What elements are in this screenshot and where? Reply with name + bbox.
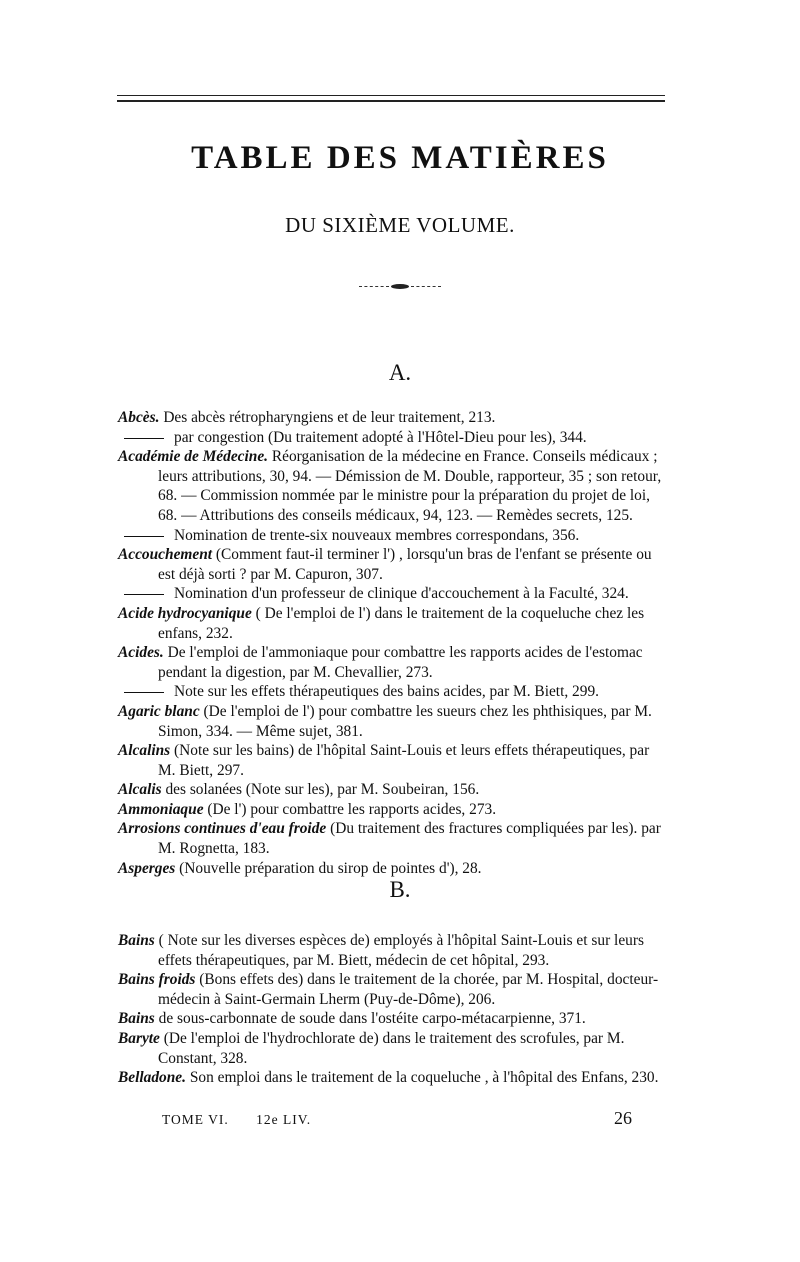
entry-text: (Nouvelle préparation du sirop de pointes d'), 28. (175, 859, 482, 877)
ditto-dash (124, 692, 164, 693)
entry-keyword: Alcalis (118, 781, 162, 799)
entry-keyword: Bains (118, 932, 155, 949)
footer-tome: TOME VI. (162, 1112, 229, 1127)
section-b-entries (118, 931, 668, 1088)
index-entry (118, 1068, 668, 1088)
entry-text: ( Note sur les diverses espèces de) employés à l'hôpital Saint-Louis et sur leurs effets thérapeutiques, par M. Biett, médecin de cet hôpital, 293. (154, 932, 644, 969)
index-entry (118, 447, 668, 525)
ditto-dash (124, 594, 164, 595)
entry-keyword: Asperges (118, 859, 176, 877)
entry-keyword: Académie de Médecine. (118, 448, 269, 466)
entry-text: Nomination d'un professeur de clinique d'accouchement à la Faculté, 324. (174, 585, 629, 603)
index-entry (118, 526, 668, 546)
page-footer (162, 1108, 632, 1129)
index-entry (118, 584, 668, 604)
index-entry (118, 819, 668, 858)
index-entry (118, 428, 668, 448)
entry-text: De l'emploi de l'ammoniaque pour combattre les rapports acides de l'estomac pendant la digestion, par M. Chevallier, 273. (158, 644, 643, 681)
entry-keyword: Belladone. (118, 1069, 186, 1087)
index-entry (118, 931, 668, 970)
entry-text: de sous-carbonnate de soude dans l'ostéite carpo-métacarpienne, 371. (154, 1010, 586, 1028)
entry-keyword: Agaric blanc (118, 702, 200, 720)
entry-text: par congestion (Du traitement adopté à l'Hôtel-Dieu pour les), 344. (174, 428, 587, 446)
entry-text: (De l') pour combattre les rapports acides, 273. (203, 800, 497, 818)
entry-text: (Du traitement des fractures compliquées par les). par M. Rognetta, 183. (158, 820, 661, 858)
index-entry (118, 702, 668, 741)
entry-text: Réorganisation de la médecine en France. Conseils médicaux ; leurs attributions, 30, 94. — Démission de M. Double, rapporteur, 35 ; son retour, 68. — Commission nommée par le ministre pour la préparation du projet de loi, 68. — Attributions des conseils médicaux, 94, 123. — Remèdes secrets, 125. (158, 448, 662, 524)
index-entry (118, 545, 668, 584)
entry-keyword: Ammoniaque (118, 800, 204, 818)
entry-text: Nomination de trente-six nouveaux membres correspondans, 356. (174, 526, 580, 544)
ornament-divider (0, 284, 800, 289)
ditto-dash (124, 438, 164, 439)
index-entry (118, 780, 668, 800)
entry-text: Son emploi dans le traitement de la coqueluche , à l'hôpital des Enfans, 230. (185, 1069, 659, 1087)
entry-text: (De l'emploi de l') pour combattre les sueurs chez les phthisiques, par M. Simon, 334. — Même sujet, 381. (158, 702, 652, 740)
index-entry (118, 741, 668, 780)
entry-keyword: Acides. (118, 644, 164, 662)
entry-text: (Note sur les bains) de l'hôpital Saint-Louis et leurs effets thérapeutiques, par M. Biett, 297. (158, 742, 650, 779)
top-rule (117, 95, 665, 102)
section-letter-b: B. (389, 877, 411, 902)
page-title: TABLE DES MATIÈRES (191, 140, 609, 176)
entry-text: (Comment faut-il terminer l') , lorsqu'un bras de l'enfant se présente ou est déjà sorti ? par M. Capuron, 307. (158, 546, 652, 583)
footer-signature (162, 1112, 335, 1128)
section-a-entries (118, 408, 668, 878)
index-entry (118, 1009, 668, 1029)
ornament-line-left (359, 286, 389, 287)
index-entry (118, 682, 668, 702)
entry-text: (De l'emploi de l'hydrochlorate de) dans le traitement des scrofules, par M. Constant, 328. (158, 1029, 625, 1067)
entry-keyword: Abcès. (118, 409, 160, 426)
entry-keyword: Acide hydrocyanique (118, 604, 252, 622)
index-entry (118, 970, 668, 1009)
ditto-dash (124, 536, 164, 537)
entry-text: Des abcès rétropharyngiens et de leur traitement, 213. (159, 409, 496, 426)
entry-keyword: Arrosions continues d'eau froide (118, 820, 327, 838)
section-letter-a: A. (388, 360, 412, 385)
index-entry (118, 643, 668, 682)
entry-text: ( De l'emploi de l') dans le traitement de la coqueluche chez les enfans, 232. (158, 604, 645, 642)
entry-keyword: Accouchement (118, 546, 213, 564)
entry-text: des solanées (Note sur les), par M. Soubeiran, 156. (161, 781, 480, 799)
index-entry (118, 800, 668, 820)
index-entry (118, 604, 668, 643)
entry-text: Note sur les effets thérapeutiques des bains acides, par M. Biett, 299. (174, 683, 599, 701)
entry-keyword: Bains (118, 1010, 155, 1028)
entry-keyword: Baryte (118, 1029, 160, 1047)
entry-keyword: Bains froids (118, 971, 196, 989)
page-number: 26 (614, 1108, 632, 1128)
page-subtitle: DU SIXIÈME VOLUME. (285, 213, 515, 237)
index-entry (118, 859, 668, 879)
ornament-center (391, 284, 409, 289)
footer-livraison: 12e LIV. (256, 1112, 312, 1127)
ornament-line-right (411, 286, 441, 287)
entry-keyword: Alcalins (118, 742, 171, 760)
entry-text: (Bons effets des) dans le traitement de la chorée, par M. Hospital, docteur-médecin à Saint-Germain Lherm (Puy-de-Dôme), 206. (158, 971, 659, 1008)
index-entry (118, 408, 668, 428)
index-entry (118, 1029, 668, 1068)
